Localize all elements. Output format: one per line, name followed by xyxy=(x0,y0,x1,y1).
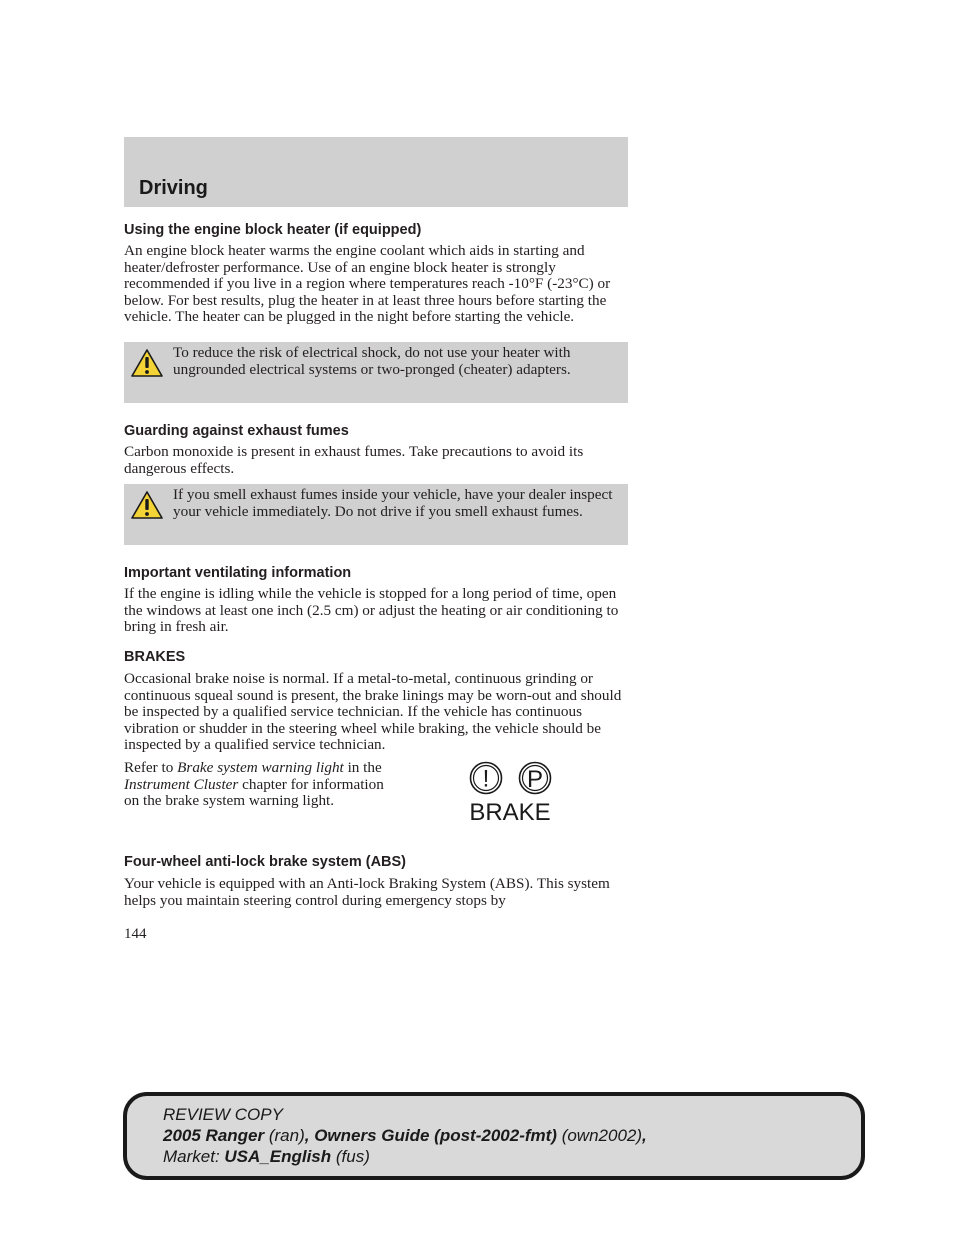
footer-market-code: (fus) xyxy=(331,1147,370,1166)
page-number: 144 xyxy=(124,926,147,942)
brake-warning-icon xyxy=(462,760,558,824)
exhaust-heading: Guarding against exhaust fumes xyxy=(124,423,349,439)
abs-heading: Four-wheel anti-lock brake system (ABS) xyxy=(124,854,407,870)
ventilating-section xyxy=(124,564,628,636)
block-heater-body: An engine block heater warms the engine coolant which aids in starting and heater/defroster performance. Use of an engine block heater is strongly recommended if you live in a region where temperatures reach -10°F (-23°C) or below. For best results, plug the heater in at least three hours before starting the vehicle. The heater can be plugged in the night before starting the vehicle. xyxy=(124,242,611,325)
section-header-band xyxy=(124,137,628,207)
brake-icon-exclamation: ! xyxy=(482,765,490,793)
brakes-body: Occasional brake noise is normal. If a metal-to-metal, continuous grinding or continuous squeal sound is present, the brake linings may be worn-out and should be inspected by a qualified service technician. If the vehicle has continuous vibration or shudder in the steering wheel while braking, the vehicle should be inspected by a qualified service technician. xyxy=(124,670,622,753)
warning-triangle-icon xyxy=(130,348,164,378)
review-copy-footer xyxy=(123,1092,865,1180)
footer-sep-1: , xyxy=(304,1126,315,1145)
brake-light-reference xyxy=(124,760,384,810)
footer-guide: Owners Guide (post-2002-fmt) xyxy=(314,1126,557,1145)
ventilating-body: If the engine is idling while the vehicle is stopped for a long period of time, open the windows at least one inch (2.5 cm) or adjust the heating or air conditioning to bring in fresh air. xyxy=(124,585,619,635)
abs-body: Your vehicle is equipped with an Anti-lock Braking System (ABS). This system helps you maintain steering control during emergency stops by xyxy=(124,875,610,909)
brake-icon-parking-letter: P xyxy=(526,766,544,793)
instrument-cluster-ref: Instrument Cluster xyxy=(124,775,239,793)
brakes-section xyxy=(124,648,628,754)
block-heater-heading: Using the engine block heater (if equipped) xyxy=(124,222,422,238)
footer-model: 2005 Ranger xyxy=(163,1126,265,1145)
electrical-shock-warning-text: To reduce the risk of electrical shock, do not use your heater with ungrounded electrical systems or two-pronged (cheater) adapters. xyxy=(173,344,571,378)
exhaust-body: Carbon monoxide is present in exhaust fumes. Take precautions to avoid its dangerous effects. xyxy=(124,443,584,477)
section-title: Driving xyxy=(139,177,208,199)
brakes-heading: BRAKES xyxy=(124,649,186,665)
footer-market: USA_English xyxy=(224,1147,332,1166)
brake-warning-light-ref: Brake system warning light xyxy=(177,759,344,776)
refer-suffix: chapter for information on the brake system warning light. xyxy=(124,775,384,809)
refer-prefix: Refer to xyxy=(124,759,178,776)
electrical-shock-warning xyxy=(124,342,628,403)
brake-icon-label: BRAKE xyxy=(469,799,551,824)
refer-mid: in the xyxy=(343,759,382,776)
footer-model-code: (ran) xyxy=(264,1126,305,1145)
footer-market-label: Market: xyxy=(163,1147,225,1166)
footer-guide-code: (own2002) xyxy=(556,1126,643,1145)
ventilating-heading: Important ventilating information xyxy=(124,565,352,581)
exhaust-section xyxy=(124,422,628,477)
exhaust-warning xyxy=(124,484,628,545)
abs-section xyxy=(124,853,628,909)
warning-triangle-icon xyxy=(130,490,164,520)
exhaust-warning-text: If you smell exhaust fumes inside your vehicle, have your dealer inspect your vehicle immediately. Do not drive if you smell exhaust fumes. xyxy=(173,486,613,520)
footer-sep-2: , xyxy=(642,1126,647,1145)
block-heater-section xyxy=(124,221,628,326)
review-copy-label: REVIEW COPY xyxy=(163,1105,283,1124)
